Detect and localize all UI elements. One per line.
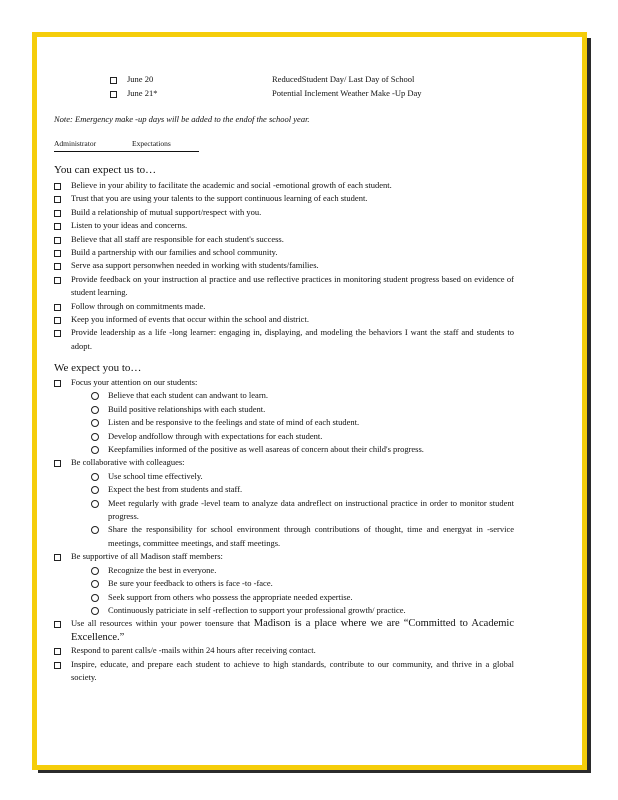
checkbox-icon bbox=[110, 77, 117, 84]
checkbox-icon bbox=[110, 91, 117, 98]
date-row-1 bbox=[110, 74, 153, 84]
list-item: Follow through on commitments made. bbox=[54, 300, 514, 313]
list-item: Believe that all staff are responsible for each student's success. bbox=[54, 233, 514, 246]
list-item-inspire: Inspire, educate, and prepare each student to achieve to high standards, contribute to our community, and thrive in a global society. bbox=[54, 658, 514, 685]
list-item: Trust that you are using your talents to the support continuous learning of each student. bbox=[54, 192, 514, 205]
sublist-item: Listen and be responsive to the feelings and state of mind of each student. bbox=[91, 416, 514, 429]
list-item-focus: Focus your attention on our students: Believe that each student can andwant to learn. Build positive relationships with each student. Listen and be responsive to the feelings and state of mind of each student. Develop andfollow through with expectations for each student. Keepfamilies informed of the positive as well asareas of concern about their child's progress. bbox=[54, 376, 514, 456]
checkbox-icon bbox=[54, 223, 61, 230]
date-event-1: ReducedStudent Day/ Last Day of School bbox=[272, 74, 415, 84]
checkbox-icon bbox=[54, 554, 61, 561]
section-heading-you-can: You can expect us to… bbox=[54, 164, 157, 176]
list-item: Serve asa support personwhen needed in working with students/families. bbox=[54, 259, 514, 272]
list-item: Provide leadership as a life -long learner: engaging in, displaying, and modeling the behaviors I want the staff and students to adopt. bbox=[54, 326, 514, 353]
supportive-sublist bbox=[71, 564, 514, 618]
you-can-list bbox=[54, 179, 514, 353]
sublist-item: Be sure your feedback to others is face -to -face. bbox=[91, 577, 514, 590]
circle-bullet-icon bbox=[91, 446, 99, 454]
sublist-item: Use school time effectively. bbox=[91, 470, 514, 483]
circle-bullet-icon bbox=[91, 486, 99, 494]
date-row-2 bbox=[110, 88, 157, 98]
checkbox-icon bbox=[54, 460, 61, 467]
madison-quote: Madison is a place where we are “Committed to Academic Excellence.” bbox=[71, 618, 514, 643]
header-underline bbox=[54, 151, 199, 152]
circle-bullet-icon bbox=[91, 406, 99, 414]
sublist-item: Keepfamilies informed of the positive as well asareas of concern about their child's progress. bbox=[91, 443, 514, 456]
date: June 20 bbox=[127, 74, 154, 84]
checkbox-icon bbox=[54, 662, 61, 669]
sublist-item: Build positive relationships with each student. bbox=[91, 403, 514, 416]
sublist-item: Recognize the best in everyone. bbox=[91, 564, 514, 577]
list-item-supportive: Be supportive of all Madison staff members: Recognize the best in everyone. Be sure your feedback to others is face -to -face. Seek support from others who possess the appropriate needed expertise. Continuously patriciate in self -reflection to support your professional growth/ practice. bbox=[54, 550, 514, 617]
list-item: Build a partnership with our families and school community. bbox=[54, 246, 514, 259]
sublist-item: Share the responsibility for school environment through contributions of thought, time and energyat in -service meetings, committee meetings, and staff meetings. bbox=[91, 523, 514, 550]
circle-bullet-icon bbox=[91, 433, 99, 441]
list-item: Listen to your ideas and concerns. bbox=[54, 219, 514, 232]
sublist-item: Seek support from others who possess the appropriate needed expertise. bbox=[91, 591, 514, 604]
sublist-item: Develop andfollow through with expectations for each student. bbox=[91, 430, 514, 443]
circle-bullet-icon bbox=[91, 392, 99, 400]
circle-bullet-icon bbox=[91, 567, 99, 575]
checkbox-icon bbox=[54, 263, 61, 270]
collab-sublist bbox=[71, 470, 514, 550]
list-item: Build a relationship of mutual support/respect with you. bbox=[54, 206, 514, 219]
circle-bullet-icon bbox=[91, 500, 99, 508]
checkbox-icon bbox=[54, 237, 61, 244]
we-expect-list bbox=[54, 376, 514, 684]
checkbox-icon bbox=[54, 210, 61, 217]
list-item-respond: Respond to parent calls/e -mails within 24 hours after receiving contact. bbox=[54, 644, 514, 657]
header-expectations: Expectations bbox=[132, 139, 171, 148]
list-item: Believe in your ability to facilitate the academic and social -emotional growth of each student. bbox=[54, 179, 514, 192]
sublist-item: Meet regularly with grade -level team to analyze data andreflect on instructional practice in order to monitor student progress. bbox=[91, 497, 514, 524]
note-text: Note: Emergency make -up days will be added to the endof the school year. bbox=[54, 114, 310, 124]
checkbox-icon bbox=[54, 621, 61, 628]
date: June 21* bbox=[127, 88, 158, 98]
checkbox-icon bbox=[54, 277, 61, 284]
focus-sublist bbox=[71, 389, 514, 456]
circle-bullet-icon bbox=[91, 419, 99, 427]
checkbox-icon bbox=[54, 196, 61, 203]
checkbox-icon bbox=[54, 317, 61, 324]
list-item-resources: Use all resources within your power toensure that Madison is a place where we are “Committed to Academic Excellence.” bbox=[54, 617, 514, 644]
checkbox-icon bbox=[54, 330, 61, 337]
checkbox-icon bbox=[54, 648, 61, 655]
checkbox-icon bbox=[54, 380, 61, 387]
section-heading-we-expect: We expect you to… bbox=[54, 362, 142, 374]
circle-bullet-icon bbox=[91, 607, 99, 615]
sublist-item: Expect the best from students and staff. bbox=[91, 483, 514, 496]
circle-bullet-icon bbox=[91, 473, 99, 481]
date-event-2: Potential Inclement Weather Make -Up Day bbox=[272, 88, 422, 98]
sublist-item: Continuously patriciate in self -reflection to support your professional growth/ practice. bbox=[91, 604, 514, 617]
checkbox-icon bbox=[54, 183, 61, 190]
checkbox-icon bbox=[54, 250, 61, 257]
list-item: Provide feedback on your instruction al practice and use reflective practices in monitoring student progress based on evidence of student learning. bbox=[54, 273, 514, 300]
list-item: Keep you informed of events that occur within the school and district. bbox=[54, 313, 514, 326]
circle-bullet-icon bbox=[91, 580, 99, 588]
header-administrator: Administrator bbox=[54, 139, 97, 148]
sublist-item: Believe that each student can andwant to learn. bbox=[91, 389, 514, 402]
list-item-collaborative: Be collaborative with colleagues: Use school time effectively. Expect the best from students and staff. Meet regularly with grade -level team to analyze data andreflect on instructional practice in order to monitor student progress. Share the responsibility for school environment through contributions of thought, time and energyat in -service meetings, committee meetings, and staff meetings. bbox=[54, 456, 514, 550]
circle-bullet-icon bbox=[91, 594, 99, 602]
checkbox-icon bbox=[54, 304, 61, 311]
circle-bullet-icon bbox=[91, 526, 99, 534]
